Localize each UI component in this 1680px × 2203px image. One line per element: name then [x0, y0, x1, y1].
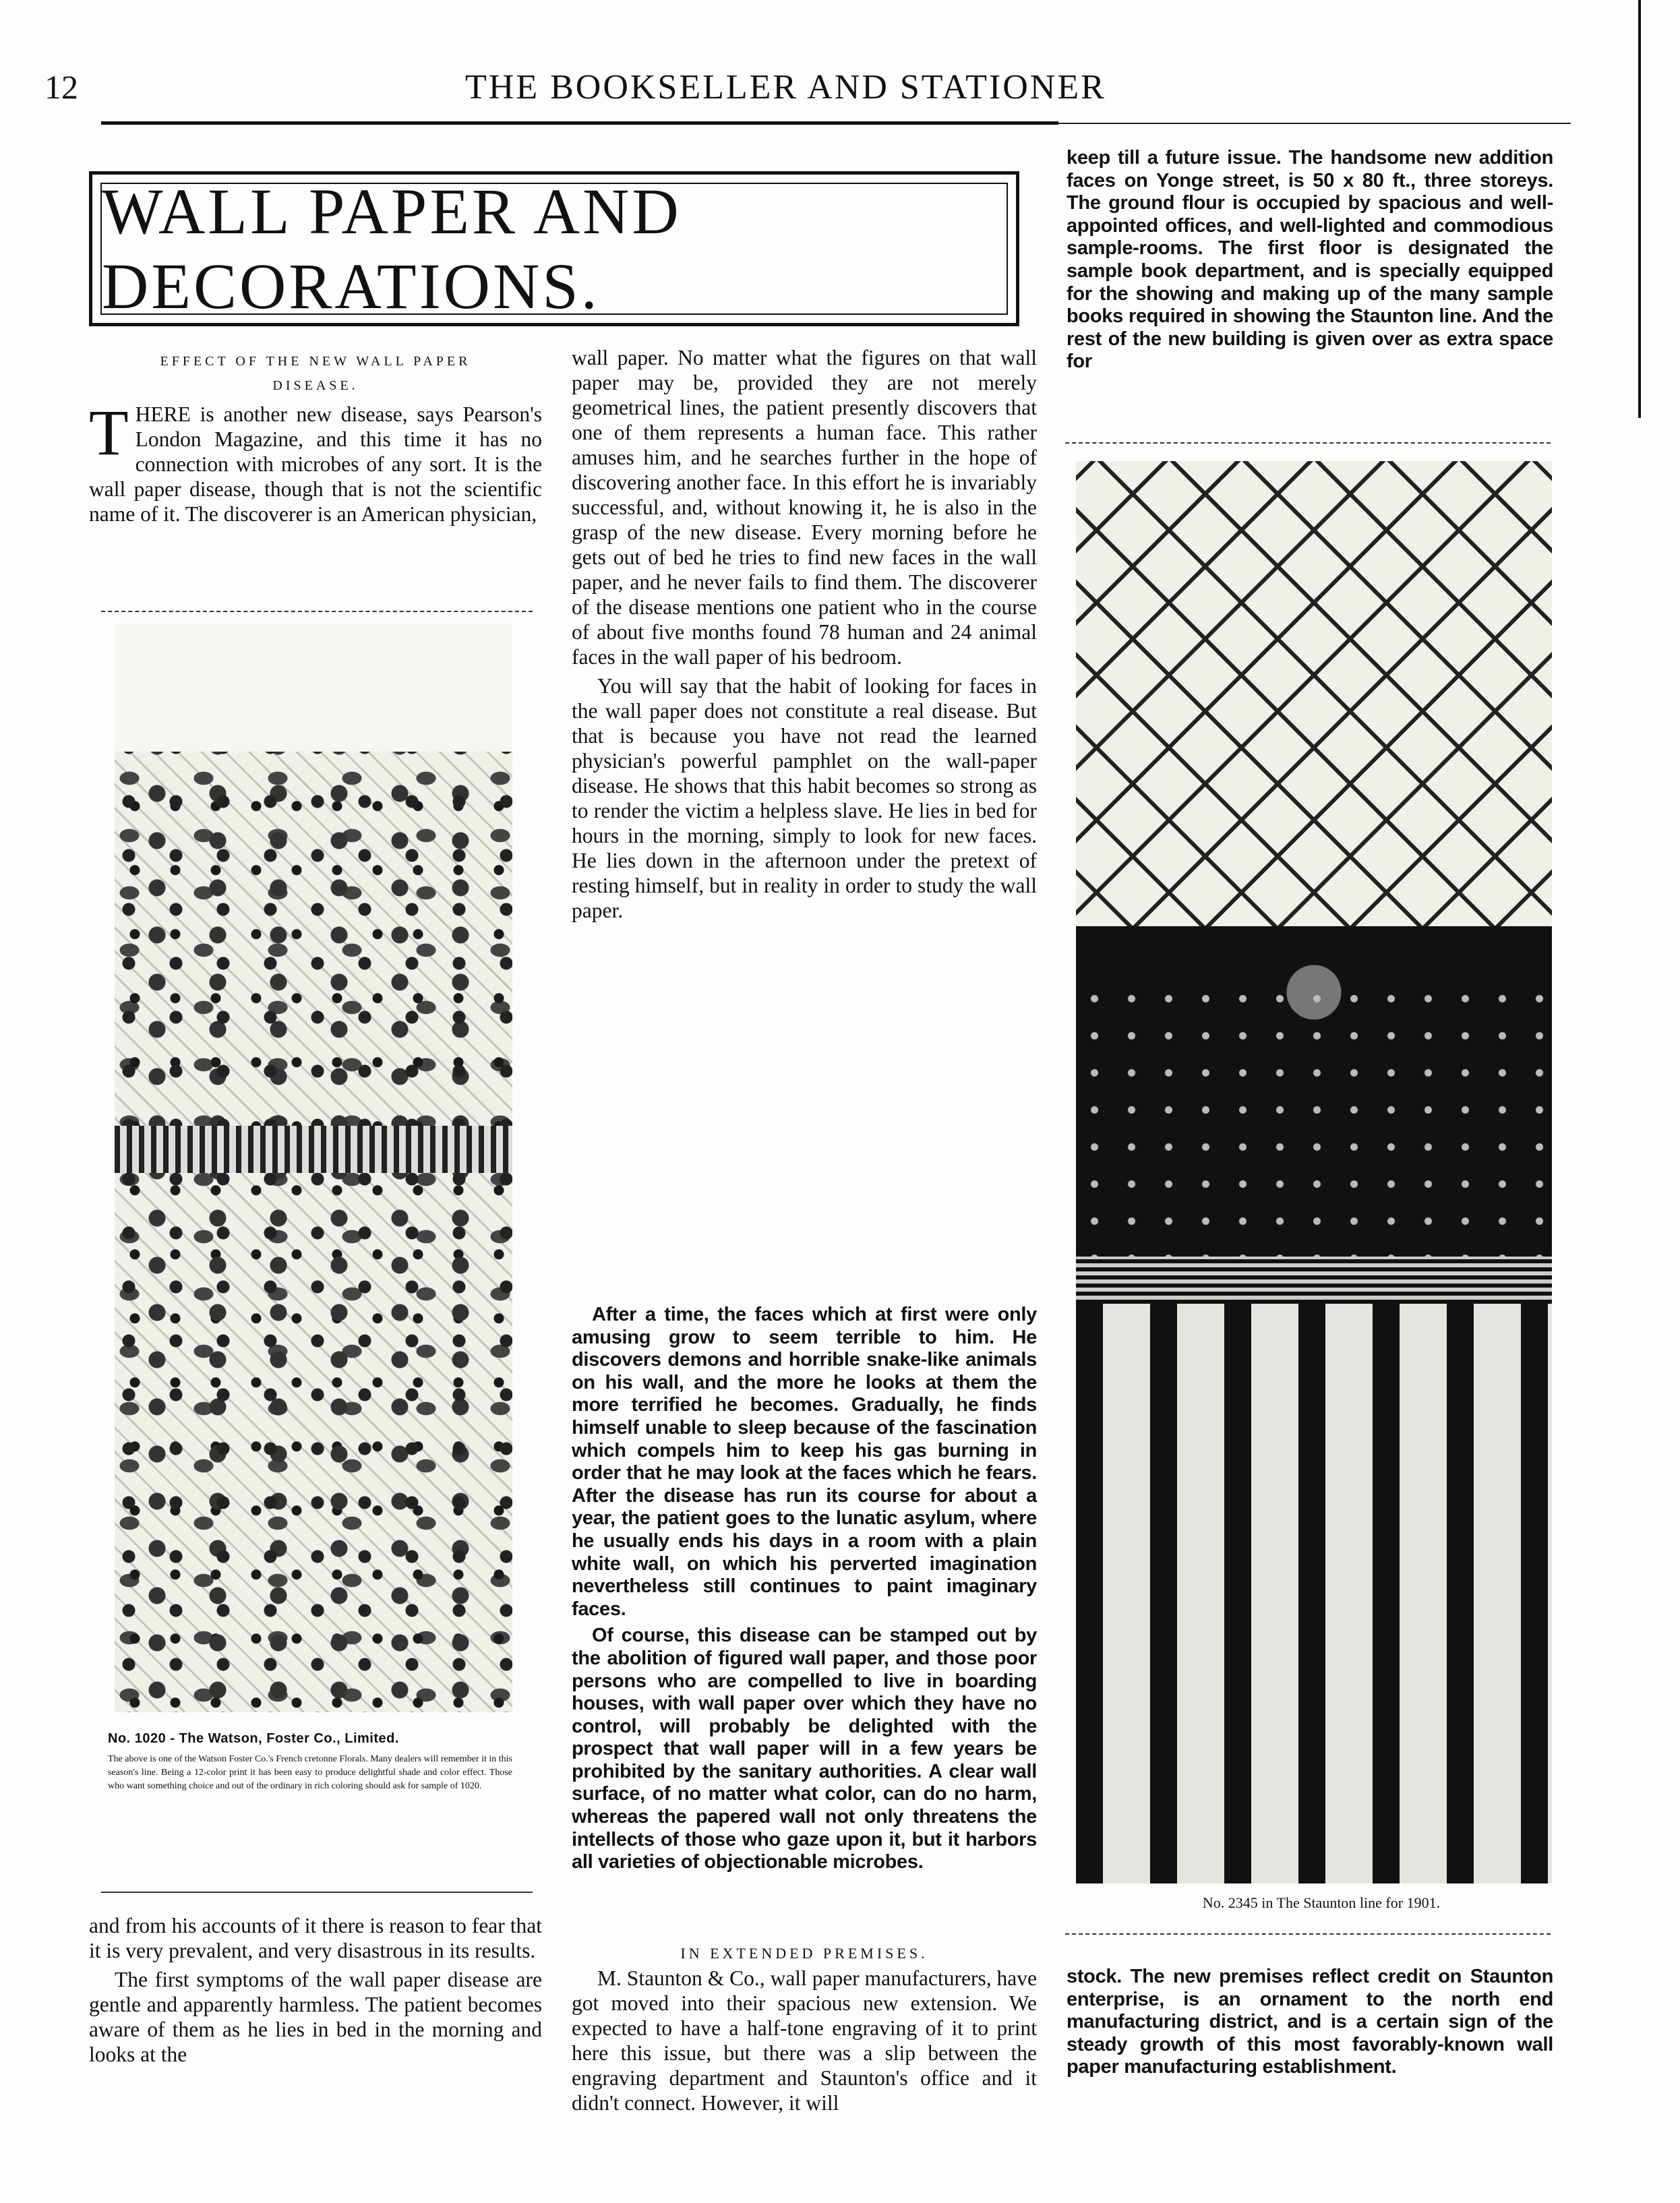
page-number: 12 [44, 68, 78, 106]
running-title: THE BOOKSELLER AND STATIONER [465, 68, 1106, 107]
article-title-box [89, 171, 1019, 326]
col2-paragraph-2: You will say that the habit of looking for faces in the wall paper does not constitute a real disease. But that is because you have not read the learned physician's powerful pamphlet on the wall-paper disease. He shows that this habit becomes so strong as to render the victim a helpless slave. He lies in bed for hours in the morning, simply to look for new faces. He lies down in the afternoon under the pretext of resting himself, but in reality in order to study the wall paper. [572, 674, 1037, 922]
page-edge-line [1638, 0, 1641, 418]
col1-paragraph-2: and from his accounts of it there is reason to fear that it is very prevalent, and very disastrous in its results. [89, 1914, 542, 1962]
section-heading-1-line-2: DISEASE. [272, 378, 359, 393]
article-title: WALL PAPER AND DECORATIONS. [102, 175, 682, 322]
wallpaper-sample-1020-image [115, 624, 512, 1712]
figure-1-caption-body: The above is one of the Watson Foster Co.'s French cretonne Florals. Many dealers will remember it in this season's line. Being a 12-color print it has been easy to produce delightful shade and color effect. Those who want something choice and out of the ordinary in rich coloring should ask for sample of 1020. [108, 1754, 512, 1791]
figure-1-caption-title: No. 1020 - The Watson, Foster Co., Limited. [108, 1731, 399, 1746]
col2-paragraph-1: wall paper. No matter what the figures on that wall paper may be, provided they are not merely geometrical lines, the patient presently discovers that one of them represents a human face. This rather amuses him, and he searches further in the hope of discovering another face. In this effort he is invariably successful, and, without knowing it, he is also in the grasp of the new disease. Every morning before he gets out of bed he tries to find new faces in the wall paper, and he never fails to find them. The discoverer of the disease mentions one patient who in the course of about five months found 78 human and 24 animal faces in the wall paper of his bedroom. [572, 346, 1037, 669]
col2-paragraph-4: Of course, this disease can be stamped out by the abolition of figured wall paper, and those poor persons who are compelled to live in boarding houses, with wall paper over which they have no control, will probably be delighted with the prospect that wall paper will in a few years be prohibited by the sanitary authorities. A clear wall surface, of no matter what color, can do no harm, whereas the papered wall not only threatens the intellects of those who gaze upon it, but it harbors all varieties of objectionable microbes. [572, 1625, 1037, 1873]
col3-paragraph-1: keep till a future issue. The handsome new addition faces on Yonge street, is 50 x 80 ft., three storeys. The ground flour is occupied by spacious and well-appointed offices, and well-lighted and commodious sample-rooms. The first floor is designated the sample book department, and is specially equipped for the showing and making up of the many sample books required in showing the Staunton line. And the rest of the new building is given over as extra space for [1067, 147, 1553, 373]
header-rule [101, 121, 1058, 125]
striped-panel [1076, 1304, 1552, 1883]
drop-cap: T [89, 396, 129, 469]
wallpaper-sample-2345-image [1076, 461, 1552, 1883]
column-1-top [89, 349, 542, 531]
col3-paragraph-2: stock. The new premises reflect credit on Staunton enterprise, is an ornament to the north end manufacturing district, and is a certain sign of the steady growth of this most favorably-known wall paper manufacturing establishment. [1067, 1966, 1553, 2078]
section-heading-1-line-1: EFFECT OF THE NEW WALL PAPER [160, 354, 471, 369]
col2-paragraph-3: After a time, the faces which at first were only amusing grow to seem terrible to him. He discovers demons and horrible snake-like animals on his wall, and the more he looks at them the more terrified he becomes. Gradually, he finds himself unable to sleep because of the fascination which compels him to keep his gas burning in order that he may look at the faces which he fears. After the disease has run its course for about a year, the patient goes to the lunatic asylum, where he usually ends his days in a room with a plain white wall, on which his perverted imagination nevertheless still continues to paint imaginary faces. [572, 1304, 1037, 1620]
column-2-top [572, 345, 1037, 927]
column-2-lower [572, 1304, 1037, 1878]
col1-paragraph-1: THERE is another new disease, says Pearson's London Magazine, and this time it has no connection with microbes of any sort. It is the wall paper disease, though that is not the scientific name of it. The discoverer is an American physician, [89, 396, 542, 526]
column-2-bottom [572, 1941, 1037, 2119]
divider [1065, 442, 1551, 444]
border-band [115, 1126, 512, 1173]
frieze-pattern [115, 624, 512, 752]
column-1-bottom [89, 1913, 542, 2071]
divider [1065, 1933, 1551, 1935]
border-band [1076, 1257, 1552, 1304]
figure-2-caption: No. 2345 in The Staunton line for 1901. [1202, 1894, 1441, 1911]
col1-paragraph-3: The first symptoms of the wall paper disease are gentle and apparently harmless. The patient becomes aware of them as he lies in bed in the morning and looks at the [89, 1968, 542, 2066]
header-rule-right [1058, 123, 1571, 124]
section-heading-2: IN EXTENDED PREMISES. [680, 1945, 928, 1962]
damask-dots [1076, 980, 1552, 1257]
divider [101, 611, 533, 612]
column-3-bottom [1067, 1966, 1553, 2083]
column-3-top [1067, 147, 1553, 378]
divider [101, 1892, 533, 1893]
col2-paragraph-5: M. Staunton & Co., wall paper manufacturers, have got moved into their spacious new extension. We expected to have a half-tone engraving of it to print here this issue, but there was a slip between the engraving department and Staunton's office and it didn't connect. However, it will [572, 1966, 1037, 2115]
